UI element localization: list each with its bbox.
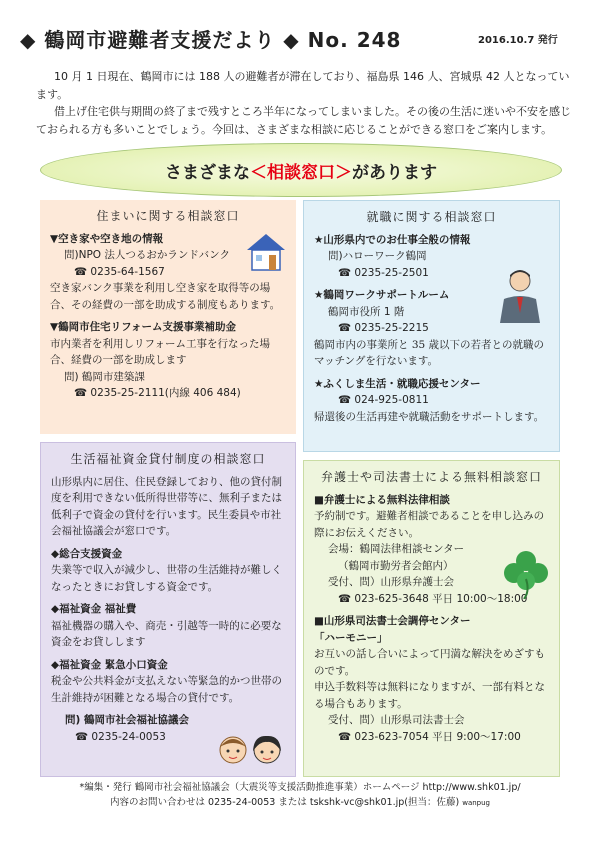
legal-item1-tel: ☎ 023-625-3648 平日 10:00～18:00 — [338, 592, 528, 605]
banner-highlight: ＜相談窓口＞ — [250, 162, 352, 183]
intro-paragraph-2: 借上げ住宅供与期間の終了まで残すところ半年になってしまいました。その後の生活に迷いや不安を感じておられる方も多いことでしょう。今回は、さまざまな相談に応じることができる窓口をご案内します。 — [36, 105, 571, 136]
legal-item1-venue2: （鶴岡市勤労者会館内） — [338, 559, 454, 572]
housing-item1-desc: 空き家バンク事業を利用し空き家を取得等の場合、その経費の一部を助成する制度もあります。 — [50, 282, 281, 311]
housing-item1-contact: 問)NPO 法人つるおかランドバンク — [64, 249, 230, 261]
legal-item1-title: ■弁護士による無料法律相談 — [314, 493, 450, 506]
banner-pre: さまざまな — [165, 162, 250, 183]
welfare-item3-desc: 税金や公共料金が支払えない等緊急的かつ世帯の生計維持が困難となる場合の貸付です。 — [51, 675, 282, 704]
footer-contact-text: 内容のお問い合わせは 0235-24-0053 または tskshk-vc@shk01.jp(担当：佐藤) — [110, 797, 460, 808]
welfare-item2-title: ◆福祉資金 福祉費 — [51, 603, 137, 615]
housing-item1-tel: ☎ 0235-64-1567 — [74, 265, 165, 278]
job-item3-tel: ☎ 024-925-0811 — [338, 394, 429, 406]
clover-icon — [502, 549, 550, 599]
welfare-consultation-box — [40, 442, 296, 777]
job-heading: 就職に関する相談窓口 — [366, 210, 497, 224]
welfare-contact: 問) 鶴岡市社会福祉協議会 — [65, 714, 189, 726]
footer-contact — [0, 795, 600, 811]
job-item2-title: ★鶴岡ワークサポートルーム — [314, 289, 450, 301]
legal-heading: 弁護士や司法書士による無料相談窓口 — [320, 470, 542, 484]
job-item2-desc: 鶴岡市内の事業所と 35 歳以下の若者との就職のマッチングを行ないます。 — [314, 338, 545, 367]
footer — [0, 780, 600, 811]
legal-item2-desc1: お互いの話し合いによって円満な解決をめざすものです。 — [314, 648, 545, 677]
welfare-intro: 山形県内に居住、住民登録しており、他の貸付制度を利用できない低所得世帯等に、無利子または低利子で資金の貸付を行います。民生委員や市社会福祉協議会が窓口です。 — [51, 475, 282, 537]
legal-item1-desc: 予約制です。避難者相談であることを申し込みの際にお伝えください。 — [314, 510, 545, 539]
consultation-banner — [40, 143, 562, 197]
job-consultation-box — [303, 200, 560, 452]
housing-consultation-box — [40, 200, 296, 434]
housing-heading: 住まいに関する相談窓口 — [96, 209, 240, 223]
welfare-tel: ☎ 0235-24-0053 — [75, 730, 166, 743]
housing-item2-title: ▼鶴岡市住宅リフォーム支援事業補助金 — [50, 321, 237, 333]
legal-item2-tel: ☎ 023-623-7054 平日 9:00～17:00 — [338, 730, 521, 743]
job-item2-place: 鶴岡市役所 1 階 — [328, 305, 405, 318]
welfare-item1-desc: 失業等で収入が減少し、世帯の生活維持が難しくなったときにお貸しする資金です。 — [51, 564, 282, 593]
housing-item2-contact: 問) 鶴岡市建築課 — [64, 370, 145, 383]
footer-signature: wanpug — [462, 799, 490, 807]
banner-post: があります — [352, 162, 437, 183]
job-item1-title: ★山形県内でのお仕事全般の情報 — [314, 233, 471, 246]
legal-consultation-box — [303, 460, 560, 777]
legal-item2-contact: 受付、問）山形県司法書士会 — [328, 714, 465, 726]
businessman-icon — [496, 267, 544, 323]
page-title: ◆ 鶴岡市避難者支援だより ◆ No. 248 — [20, 28, 402, 52]
housing-item2-desc: 市内業者を利用しリフォーム工事を行なった場合、経費の一部を助成します — [50, 337, 270, 366]
footer-publisher: *編集・発行 鶴岡市社会福祉協議会（大震災等支援活動推進事業）ホームページ http://www.shk01.jp/ — [79, 782, 521, 793]
intro-paragraph-1: 10 月 1 日現在、鶴岡市には 188 人の避難者が滞在しており、福島県 146 人、宮城県 42 人となっています。 — [36, 70, 570, 101]
job-item1-contact: 問)ハローワーク鶴岡 — [328, 250, 427, 262]
job-item3-desc: 帰還後の生活再建や就職活動をサポートします。 — [314, 410, 545, 423]
legal-item1-contact: 受付、問）山形県弁護士会 — [328, 576, 454, 588]
housing-item1-title: ▼空き家や空き地の情報 — [50, 232, 164, 245]
legal-item2-title: ■山形県司法書士会調停センター — [314, 615, 471, 627]
intro-text — [36, 68, 576, 138]
legal-item1-venue: 会場：鶴岡法律相談センター — [328, 543, 465, 555]
job-item2-tel: ☎ 0235-25-2215 — [338, 322, 429, 334]
job-item1-tel: ☎ 0235-25-2501 — [338, 266, 429, 279]
children-faces-icon — [216, 733, 286, 765]
housing-item2-tel: ☎ 0235-25-2111(内線 406 484) — [74, 387, 241, 399]
welfare-item3-title: ◆福祉資金 緊急小口資金 — [51, 658, 168, 671]
job-item3-title: ★ふくしま生活・就職応援センター — [314, 377, 481, 390]
welfare-heading: 生活福祉資金貸付制度の相談窓口 — [70, 452, 266, 466]
house-icon — [245, 232, 287, 272]
welfare-item2-desc: 福祉機器の購入や、商売・引越等一時的に必要な資金をお貸しします — [51, 619, 282, 648]
issue-date: 2016.10.7 発行 — [478, 35, 558, 46]
legal-item2-desc2: 申込手数料等は無料になりますが、一部有料となる場合もあります。 — [314, 681, 545, 710]
welfare-item1-title: ◆総合支援資金 — [51, 547, 123, 560]
legal-item2-name: 「ハーモニー」 — [314, 631, 388, 644]
